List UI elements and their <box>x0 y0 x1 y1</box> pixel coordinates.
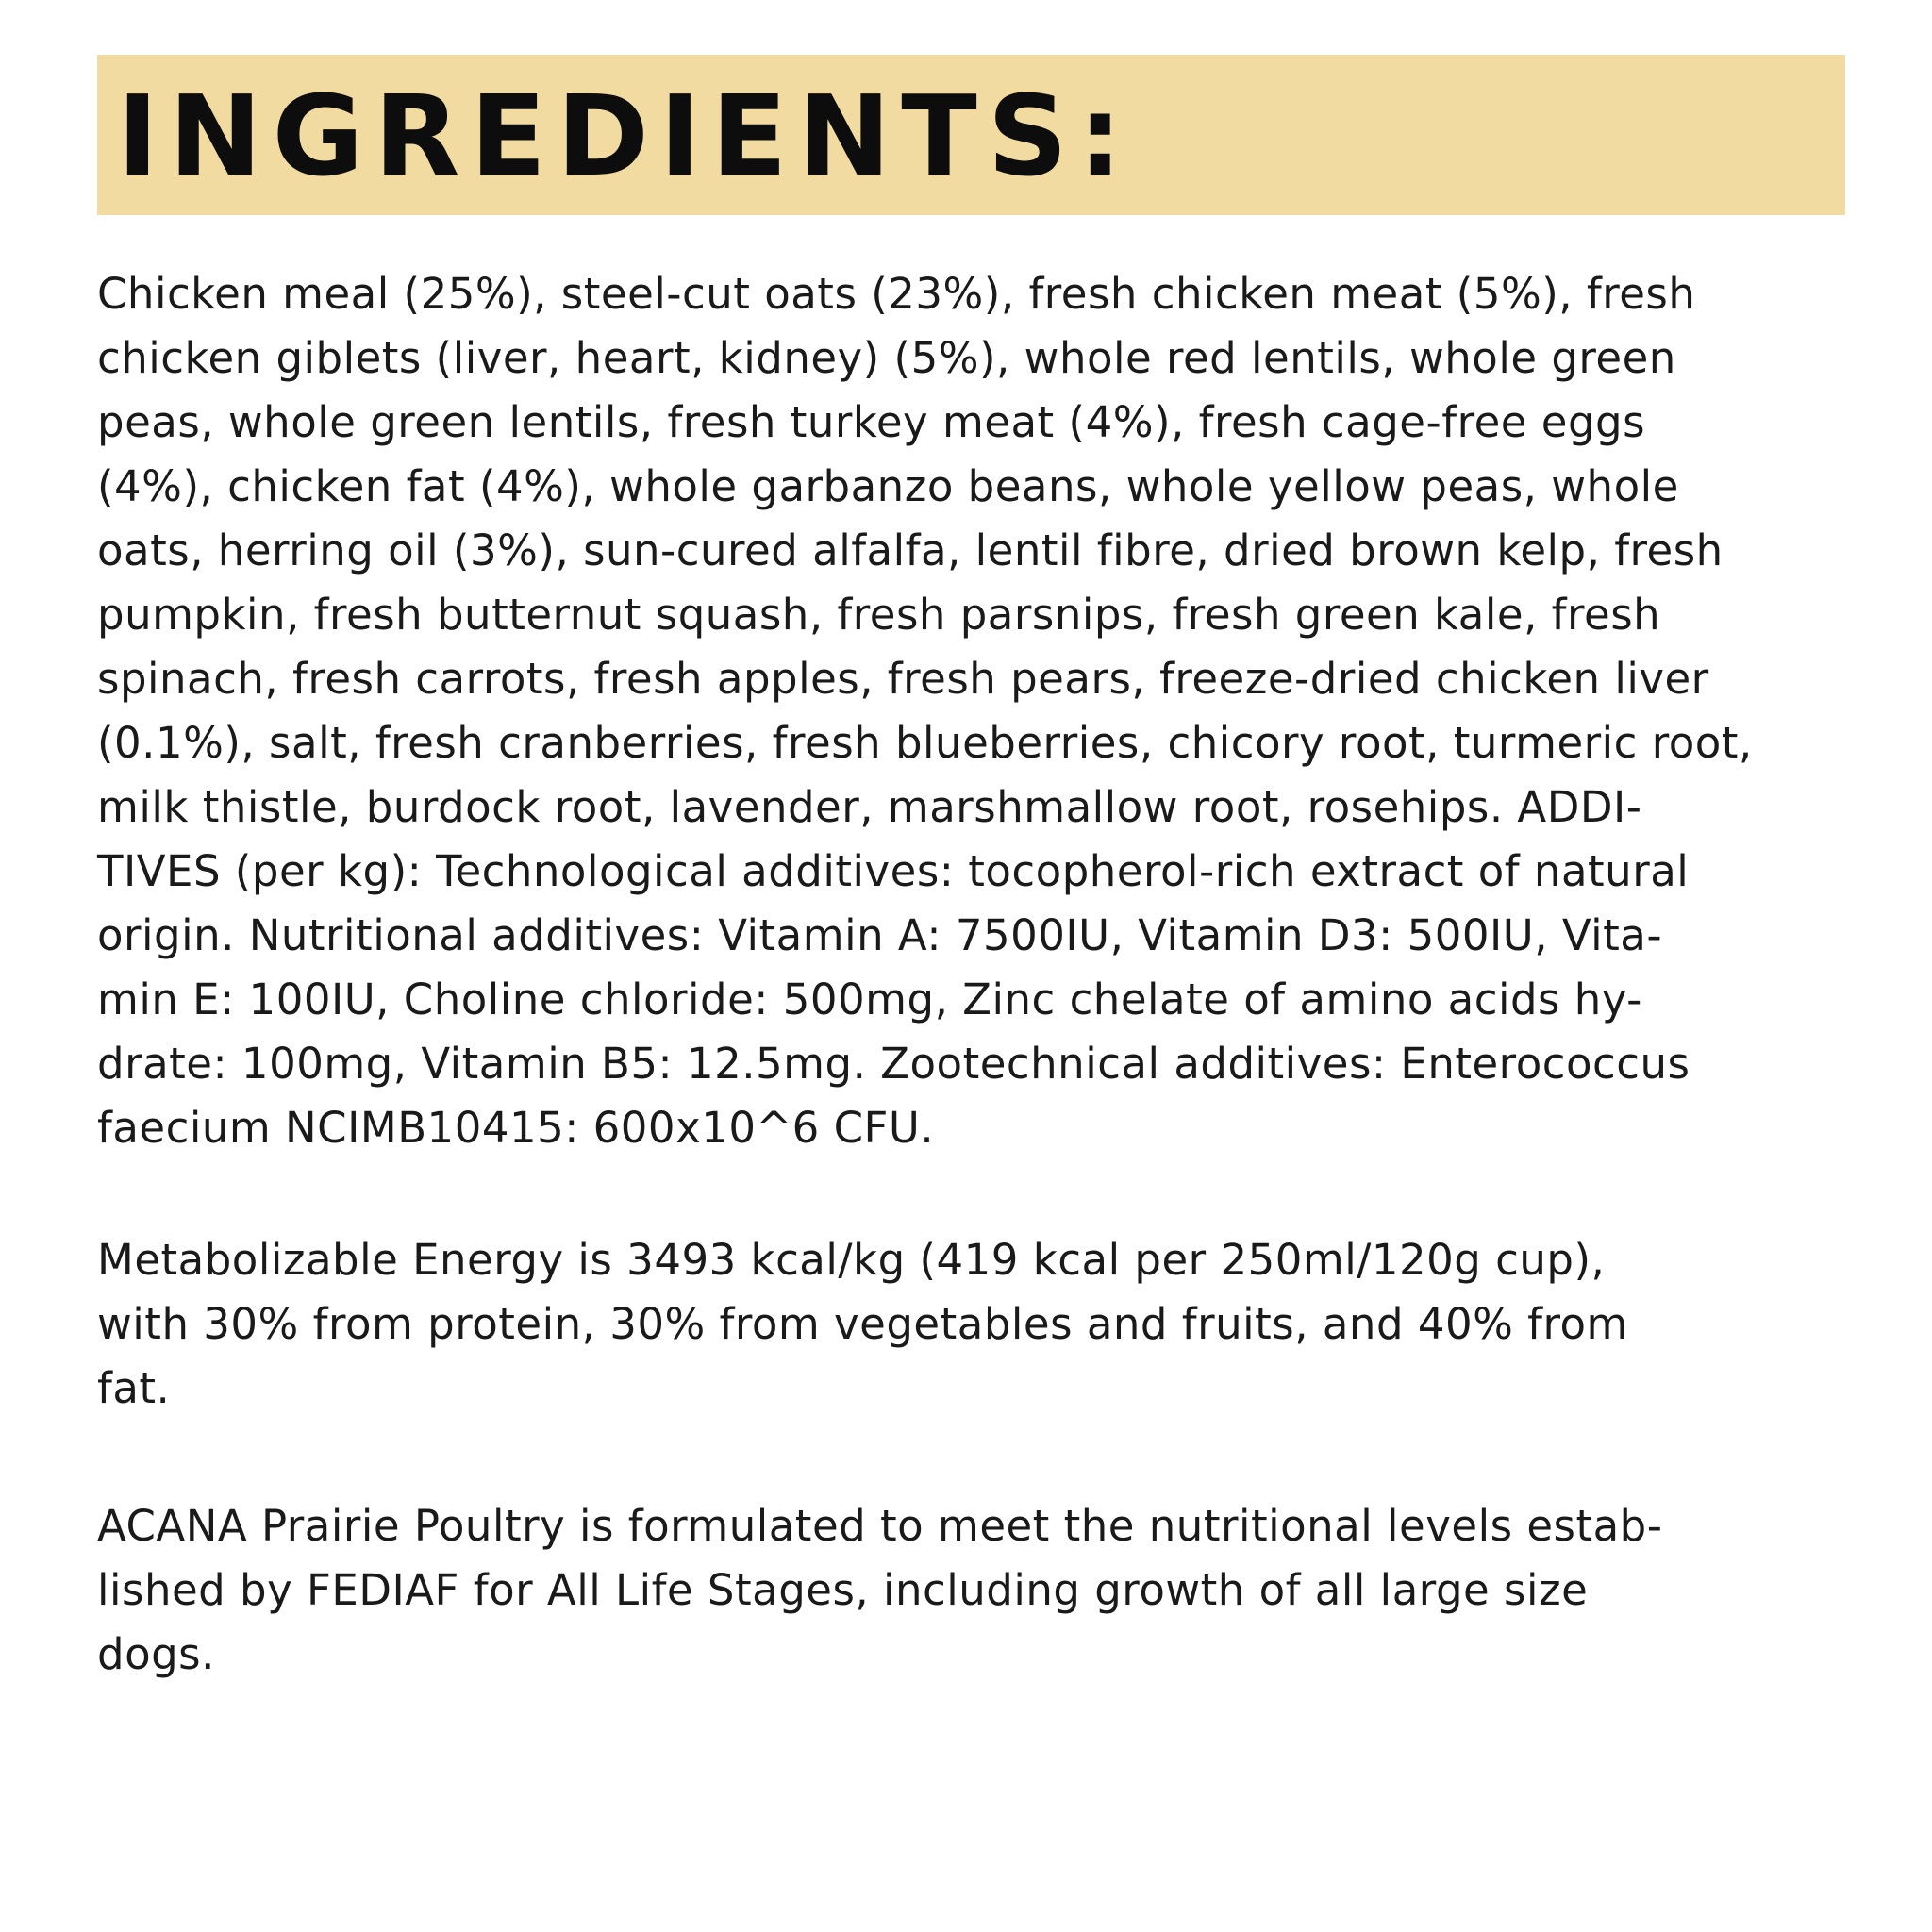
fediaf-line: ACANA Prairie Poultry is formulated to meet the nutritional levels estab- <box>97 1501 1663 1551</box>
energy-line: with 30% from protein, 30% from vegetables and fruits, and 40% from <box>97 1299 1628 1349</box>
energy-line: fat. <box>97 1363 171 1413</box>
ingredients-line: chicken giblets (liver, heart, kidney) (5%), whole red lentils, whole green <box>97 333 1676 383</box>
fediaf-statement <box>97 1494 1845 1687</box>
ingredients-line: spinach, fresh carrots, fresh apples, fresh pears, freeze-dried chicken liver <box>97 654 1709 704</box>
ingredients-line: min E: 100IU, Choline chloride: 500mg, Zinc chelate of amino acids hy- <box>97 974 1642 1024</box>
fediaf-line: lished by FEDIAF for All Life Stages, including growth of all large size <box>97 1565 1589 1615</box>
ingredients-paragraph <box>97 262 1845 1160</box>
ingredients-line: Chicken meal (25%), steel-cut oats (23%), fresh chicken meat (5%), fresh <box>97 269 1696 319</box>
ingredients-line: origin. Nutritional additives: Vitamin A: 7500IU, Vitamin D3: 500IU, Vita- <box>97 910 1663 960</box>
fediaf-line: dogs. <box>97 1629 215 1679</box>
ingredients-line: peas, whole green lentils, fresh turkey meat (4%), fresh cage-free eggs <box>97 397 1646 447</box>
energy-paragraph <box>97 1228 1845 1421</box>
ingredients-line: drate: 100mg, Vitamin B5: 12.5mg. Zootechnical additives: Enterococcus <box>97 1039 1690 1089</box>
ingredients-line: (0.1%), salt, fresh cranberries, fresh blueberries, chicory root, turmeric root, <box>97 718 1753 768</box>
ingredients-line: TIVES (per kg): Technological additives: tocopherol-rich extract of natural <box>97 846 1690 896</box>
ingredients-line: faecium NCIMB10415: 600x10^6 CFU. <box>97 1103 935 1153</box>
ingredients-line: (4%), chicken fat (4%), whole garbanzo beans, whole yellow peas, whole <box>97 461 1679 511</box>
ingredients-line: oats, herring oil (3%), sun-cured alfalfa, lentil fibre, dried brown kelp, fresh <box>97 525 1724 575</box>
energy-line: Metabolizable Energy is 3493 kcal/kg (419 kcal per 250ml/120g cup), <box>97 1235 1606 1285</box>
ingredients-line: pumpkin, fresh butternut squash, fresh parsnips, fresh green kale, fresh <box>97 590 1661 640</box>
ingredients-line: milk thistle, burdock root, lavender, marshmallow root, rosehips. ADDI- <box>97 782 1642 832</box>
page-title: INGREDIENTS: <box>117 71 1133 201</box>
